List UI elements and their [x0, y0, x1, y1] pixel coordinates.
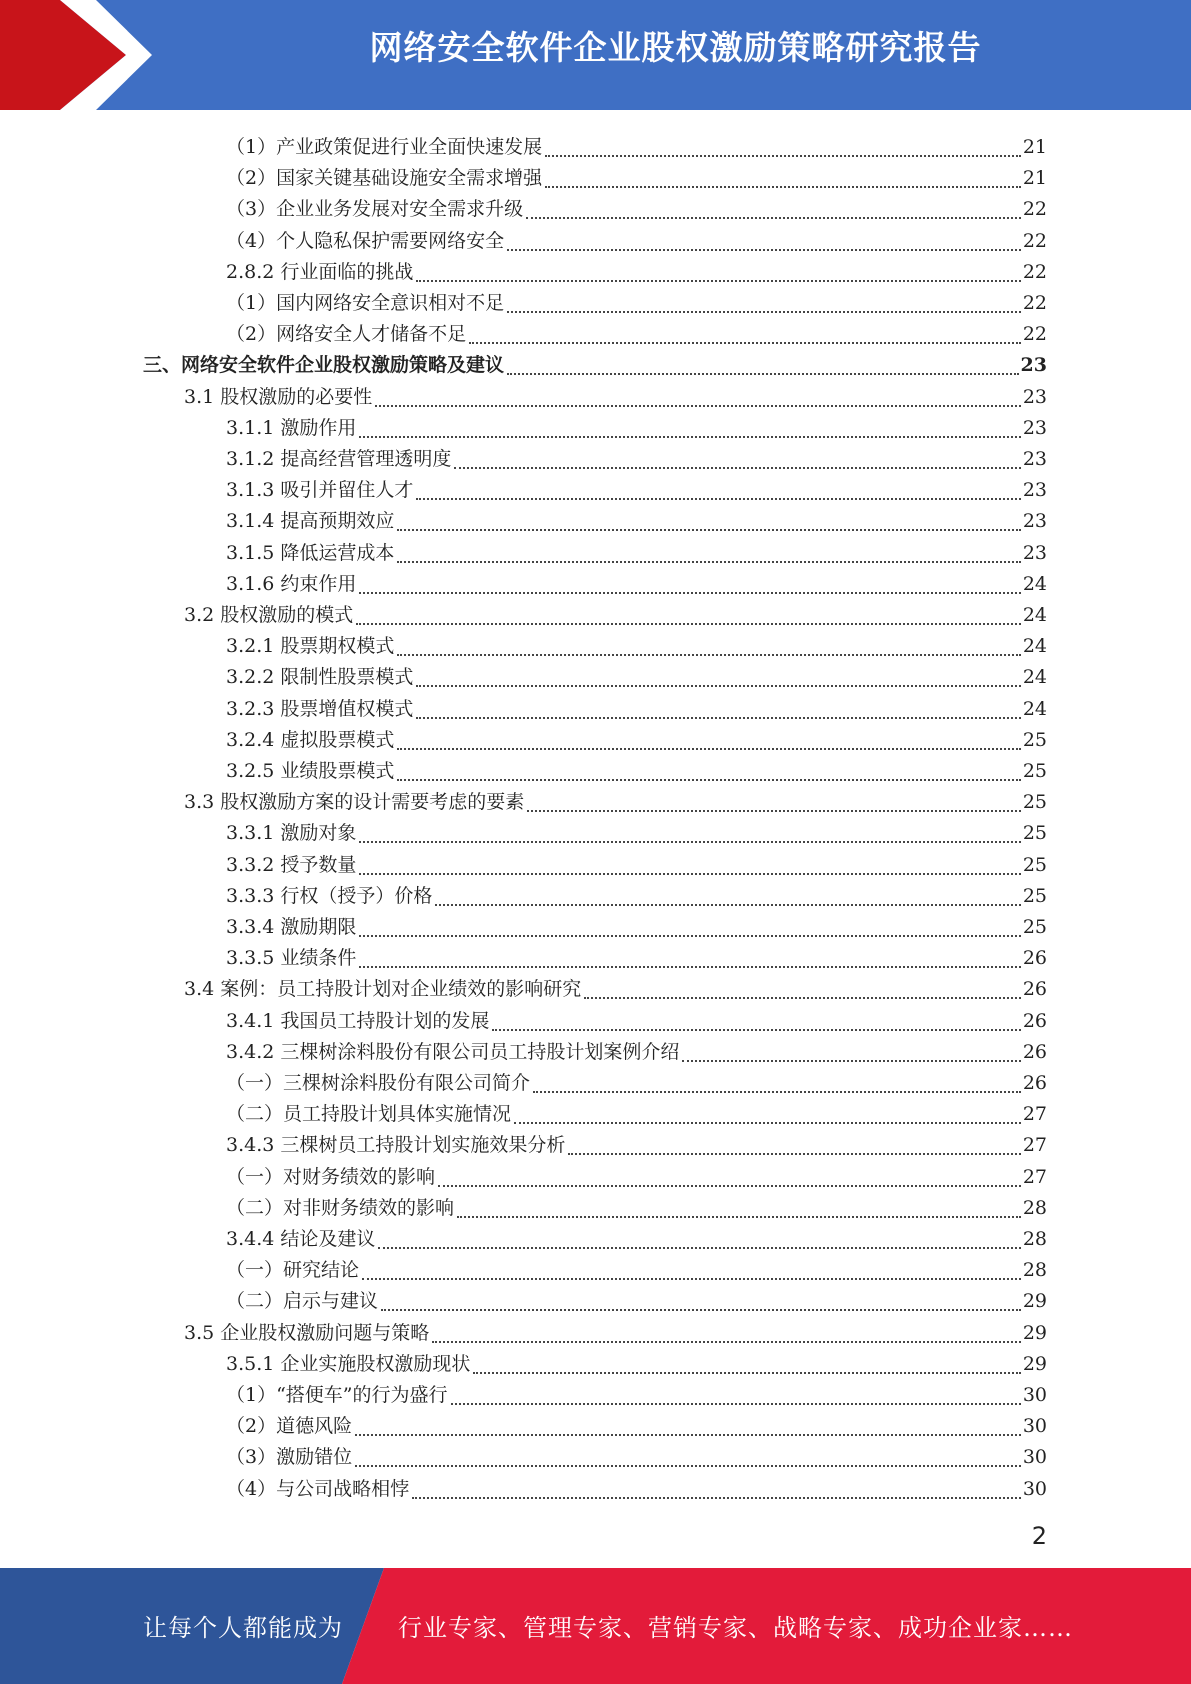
toc-entry[interactable]: [226, 1438, 1047, 1469]
toc-entry[interactable]: [226, 721, 1047, 752]
toc-entry[interactable]: [226, 1282, 1047, 1313]
toc-entry[interactable]: [226, 284, 1047, 315]
toc-entry-page-number: 23: [1022, 510, 1047, 533]
toc-dot-leader: [533, 1075, 1021, 1095]
toc-entry-title: 3.4.3 三棵树员工持股计划实施效果分析: [226, 1134, 566, 1157]
toc-entry-page-number: 22: [1022, 229, 1047, 252]
toc-entry-title: 3.5 企业股权激励问题与策略: [184, 1321, 430, 1344]
toc-dot-leader: [359, 857, 1020, 877]
toc-entry-page-number: 25: [1022, 760, 1047, 782]
toc-entry[interactable]: [226, 409, 1047, 440]
toc-entry-page-number: 23: [1022, 479, 1047, 502]
toc-entry-title: （一）三棵树涂料股份有限公司简介: [226, 1072, 531, 1094]
toc-entry[interactable]: [226, 315, 1047, 346]
toc-entry-title: 3.3.4 激励期限: [226, 916, 357, 938]
toc-entry-title: 3.2.3 股票增值权模式: [226, 697, 414, 720]
toc-entry-page-number: 26: [1022, 978, 1047, 1001]
page-footer: [0, 1568, 1191, 1684]
toc-entry[interactable]: [226, 752, 1047, 783]
toc-dot-leader: [397, 732, 1020, 752]
toc-dot-leader: [375, 389, 1021, 409]
toc-dot-leader: [507, 357, 1019, 377]
toc-dot-leader: [526, 201, 1021, 221]
toc-entry[interactable]: [184, 1314, 1047, 1345]
toc-entry[interactable]: [226, 1189, 1047, 1220]
toc-entry-page-number: 25: [1022, 853, 1047, 876]
toc-entry[interactable]: [226, 1407, 1047, 1438]
toc-entry[interactable]: [226, 690, 1047, 721]
toc-entry-title: 2.8.2 行业面临的挑战: [226, 260, 414, 283]
toc-entry-title: 3.2.5 业绩股票模式: [226, 760, 395, 782]
toc-entry-title: 3.3.2 授予数量: [226, 853, 357, 876]
page-header: [0, 0, 1191, 110]
toc-entry-page-number: 25: [1022, 728, 1047, 751]
toc-dot-leader: [416, 482, 1020, 502]
toc-entry[interactable]: [226, 908, 1047, 939]
toc-dot-leader: [545, 170, 1021, 190]
toc-entry-title: （3）企业业务发展对安全需求升级: [226, 198, 524, 221]
toc-entry-page-number: 22: [1022, 198, 1047, 221]
toc-entry[interactable]: [226, 159, 1047, 190]
toc-entry-page-number: 24: [1022, 635, 1047, 658]
toc-entry-page-number: 23: [1022, 385, 1047, 408]
toc-entry-page-number: 28: [1022, 1259, 1047, 1282]
toc-dot-leader: [527, 794, 1021, 814]
toc-dot-leader: [584, 981, 1021, 1001]
toc-dot-leader: [359, 576, 1020, 596]
toc-dot-leader: [359, 420, 1020, 440]
toc-entry-title: 3.2.4 虚拟股票模式: [226, 728, 395, 751]
toc-entry-page-number: 29: [1022, 1321, 1047, 1344]
toc-dot-leader: [514, 1106, 1021, 1126]
toc-dot-leader: [381, 1293, 1021, 1313]
toc-entry-page-number: 28: [1022, 1228, 1047, 1250]
toc-entry-title: 三、网络安全软件企业股权激励策略及建议: [143, 354, 505, 377]
toc-entry-title: 3.1.4 提高预期效应: [226, 510, 395, 533]
toc-entry-page-number: 27: [1022, 1134, 1047, 1157]
toc-dot-leader: [359, 919, 1020, 939]
toc-entry[interactable]: [226, 1033, 1047, 1064]
toc-entry[interactable]: [226, 627, 1047, 658]
toc-entry-page-number: 29: [1022, 1352, 1047, 1375]
toc-entry[interactable]: [226, 1220, 1047, 1251]
toc-entry-title: 3.1.2 提高经营管理透明度: [226, 448, 452, 470]
toc-entry-title: 3.3.1 激励对象: [226, 822, 357, 845]
toc-entry-page-number: 26: [1022, 1009, 1047, 1032]
toc-entry[interactable]: [226, 1095, 1047, 1126]
toc-entry-title: （2）网络安全人才储备不足: [226, 323, 467, 346]
toc-entry-title: 3.4.4 结论及建议: [226, 1228, 376, 1250]
toc-dot-leader: [492, 1013, 1020, 1033]
toc-entry[interactable]: [226, 222, 1047, 253]
toc-dot-leader: [507, 233, 1021, 253]
toc-entry[interactable]: [226, 1376, 1047, 1407]
toc-entry[interactable]: [226, 502, 1047, 533]
toc-entry[interactable]: [226, 1345, 1047, 1376]
toc-entry-title: （2）道德风险: [226, 1415, 353, 1438]
toc-entry-title: （二）员工持股计划具体实施情况: [226, 1103, 512, 1126]
toc-entry-title: 3.4 案例：员工持股计划对企业绩效的影响研究: [184, 978, 582, 1001]
toc-entry-page-number: 30: [1022, 1477, 1047, 1500]
toc-entry-title: （1）“搭便车”的行为盛行: [226, 1384, 448, 1406]
toc-entry-title: 3.1.3 吸引并留住人才: [226, 479, 414, 502]
toc-entry[interactable]: [226, 1470, 1047, 1501]
toc-entry-page-number: 22: [1022, 292, 1047, 314]
toc-dot-leader: [545, 139, 1021, 159]
toc-entry[interactable]: [143, 346, 1047, 377]
toc-entry[interactable]: [226, 534, 1047, 565]
toc-entry-page-number: 23: [1022, 416, 1047, 439]
toc-dot-leader: [438, 1169, 1021, 1189]
toc-dot-leader: [454, 451, 1020, 471]
toc-entry-page-number: 25: [1022, 884, 1047, 907]
toc-dot-leader: [356, 607, 1021, 627]
toc-entry-title: 3.1.5 降低运营成本: [226, 541, 395, 564]
toc-dot-leader: [435, 888, 1020, 908]
page-number: 2: [1031, 1522, 1047, 1550]
toc-entry-title: 3.3.5 业绩条件: [226, 947, 357, 970]
toc-entry-page-number: 28: [1022, 1196, 1047, 1219]
toc-dot-leader: [397, 545, 1020, 565]
toc-dot-leader: [355, 1418, 1021, 1438]
toc-entry[interactable]: [226, 1126, 1047, 1157]
toc-entry-page-number: 25: [1022, 916, 1047, 938]
toc-dot-leader: [397, 638, 1020, 658]
toc-entry-title: 3.5.1 企业实施股权激励现状: [226, 1352, 471, 1375]
toc-entry[interactable]: [226, 1064, 1047, 1095]
toc-entry-title: 3.2 股权激励的模式: [184, 604, 354, 626]
toc-entry-page-number: 23: [1020, 354, 1047, 377]
toc-entry-page-number: 21: [1022, 136, 1047, 158]
toc-entry-title: 3.1 股权激励的必要性: [184, 385, 373, 408]
document-title: 网络安全软件企业股权激励策略研究报告: [369, 28, 982, 67]
toc-dot-leader: [362, 1262, 1021, 1282]
toc-entry-title: 3.3 股权激励方案的设计需要考虑的要素: [184, 791, 525, 814]
toc-entry-title: （2）国家关键基础设施安全需求增强: [226, 167, 543, 190]
toc-dot-leader: [378, 1231, 1020, 1251]
toc-dot-leader: [397, 763, 1020, 783]
toc-entry[interactable]: [184, 970, 1047, 1001]
toc-entry-page-number: 25: [1022, 791, 1047, 814]
toc-entry[interactable]: [226, 877, 1047, 908]
toc-entry-title: 3.2.2 限制性股票模式: [226, 666, 414, 689]
toc-entry-title: 3.1.6 约束作用: [226, 572, 357, 595]
toc-entry-title: （二）启示与建议: [226, 1290, 379, 1313]
toc-entry[interactable]: [226, 190, 1047, 221]
toc-entry-page-number: 24: [1022, 697, 1047, 720]
toc-dot-leader: [507, 295, 1021, 315]
toc-entry[interactable]: [226, 128, 1047, 159]
toc-entry-page-number: 30: [1022, 1384, 1047, 1406]
toc-entry[interactable]: [226, 846, 1047, 877]
toc-dot-leader: [457, 1200, 1021, 1220]
toc-dot-leader: [469, 326, 1021, 346]
toc-entry[interactable]: [226, 565, 1047, 596]
footer-slogan-left: 让每个人都能成为: [143, 1614, 343, 1642]
toc-entry[interactable]: [184, 596, 1047, 627]
toc-entry-page-number: 24: [1022, 666, 1047, 689]
toc-entry-page-number: 22: [1022, 260, 1047, 283]
toc-entry-title: （3）激励错位: [226, 1446, 353, 1469]
toc-entry-page-number: 24: [1022, 604, 1047, 626]
toc-entry-page-number: 25: [1022, 822, 1047, 845]
toc-entry[interactable]: [226, 471, 1047, 502]
toc-entry-page-number: 24: [1022, 572, 1047, 595]
toc-dot-leader: [412, 1481, 1021, 1501]
toc-entry-title: 3.4.1 我国员工持股计划的发展: [226, 1009, 490, 1032]
toc-entry-page-number: 26: [1022, 1040, 1047, 1063]
toc-entry[interactable]: [184, 783, 1047, 814]
toc-dot-leader: [355, 1449, 1021, 1469]
toc-dot-leader: [451, 1387, 1021, 1407]
toc-dot-leader: [416, 264, 1020, 284]
toc-entry-page-number: 27: [1022, 1103, 1047, 1126]
toc-entry-title: （4）个人隐私保护需要网络安全: [226, 229, 505, 252]
toc-dot-leader: [432, 1325, 1021, 1345]
toc-entry-title: （1）产业政策促进行业全面快速发展: [226, 136, 543, 158]
toc-entry-title: 3.4.2 三棵树涂料股份有限公司员工持股计划案例介绍: [226, 1040, 680, 1063]
toc-entry-title: （1）国内网络安全意识相对不足: [226, 292, 505, 314]
toc-entry-page-number: 21: [1022, 167, 1047, 190]
toc-entry[interactable]: [226, 658, 1047, 689]
toc-entry-title: （一）对财务绩效的影响: [226, 1165, 436, 1188]
toc-entry[interactable]: [226, 440, 1047, 471]
toc-entry-page-number: 26: [1022, 947, 1047, 970]
toc-entry-title: 3.3.3 行权（授予）价格: [226, 884, 433, 907]
toc-entry[interactable]: [226, 1158, 1047, 1189]
toc-entry-page-number: 26: [1022, 1072, 1047, 1094]
toc-entry-page-number: 23: [1022, 448, 1047, 470]
toc-entry-page-number: 22: [1022, 323, 1047, 346]
toc-entry-page-number: 27: [1022, 1165, 1047, 1188]
toc-dot-leader: [473, 1356, 1020, 1376]
toc-entry[interactable]: [184, 378, 1047, 409]
toc-dot-leader: [416, 669, 1020, 689]
toc-entry-page-number: 23: [1022, 541, 1047, 564]
toc-dot-leader: [682, 1044, 1020, 1064]
toc-entry-page-number: 30: [1022, 1415, 1047, 1438]
toc-entry[interactable]: [226, 939, 1047, 970]
toc-entry-title: 3.2.1 股票期权模式: [226, 635, 395, 658]
toc-entry[interactable]: [226, 814, 1047, 845]
toc-entry[interactable]: [226, 253, 1047, 284]
toc-entry[interactable]: [226, 1002, 1047, 1033]
toc-entry-page-number: 29: [1022, 1290, 1047, 1313]
toc-dot-leader: [397, 513, 1020, 533]
toc-entry-title: （二）对非财务绩效的影响: [226, 1196, 455, 1219]
toc-dot-leader: [416, 701, 1020, 721]
toc-entry-title: （4）与公司战略相悖: [226, 1477, 410, 1500]
toc-entry-page-number: 30: [1022, 1446, 1047, 1469]
footer-slogan-right: 行业专家、管理专家、营销专家、战略专家、成功企业家……: [398, 1614, 1073, 1642]
toc-entry-title: 3.1.1 激励作用: [226, 416, 357, 439]
toc-entry[interactable]: [226, 1251, 1047, 1282]
toc-entry-title: （一）研究结论: [226, 1259, 360, 1282]
toc-dot-leader: [359, 825, 1020, 845]
toc-dot-leader: [359, 950, 1020, 970]
toc-dot-leader: [568, 1137, 1020, 1157]
